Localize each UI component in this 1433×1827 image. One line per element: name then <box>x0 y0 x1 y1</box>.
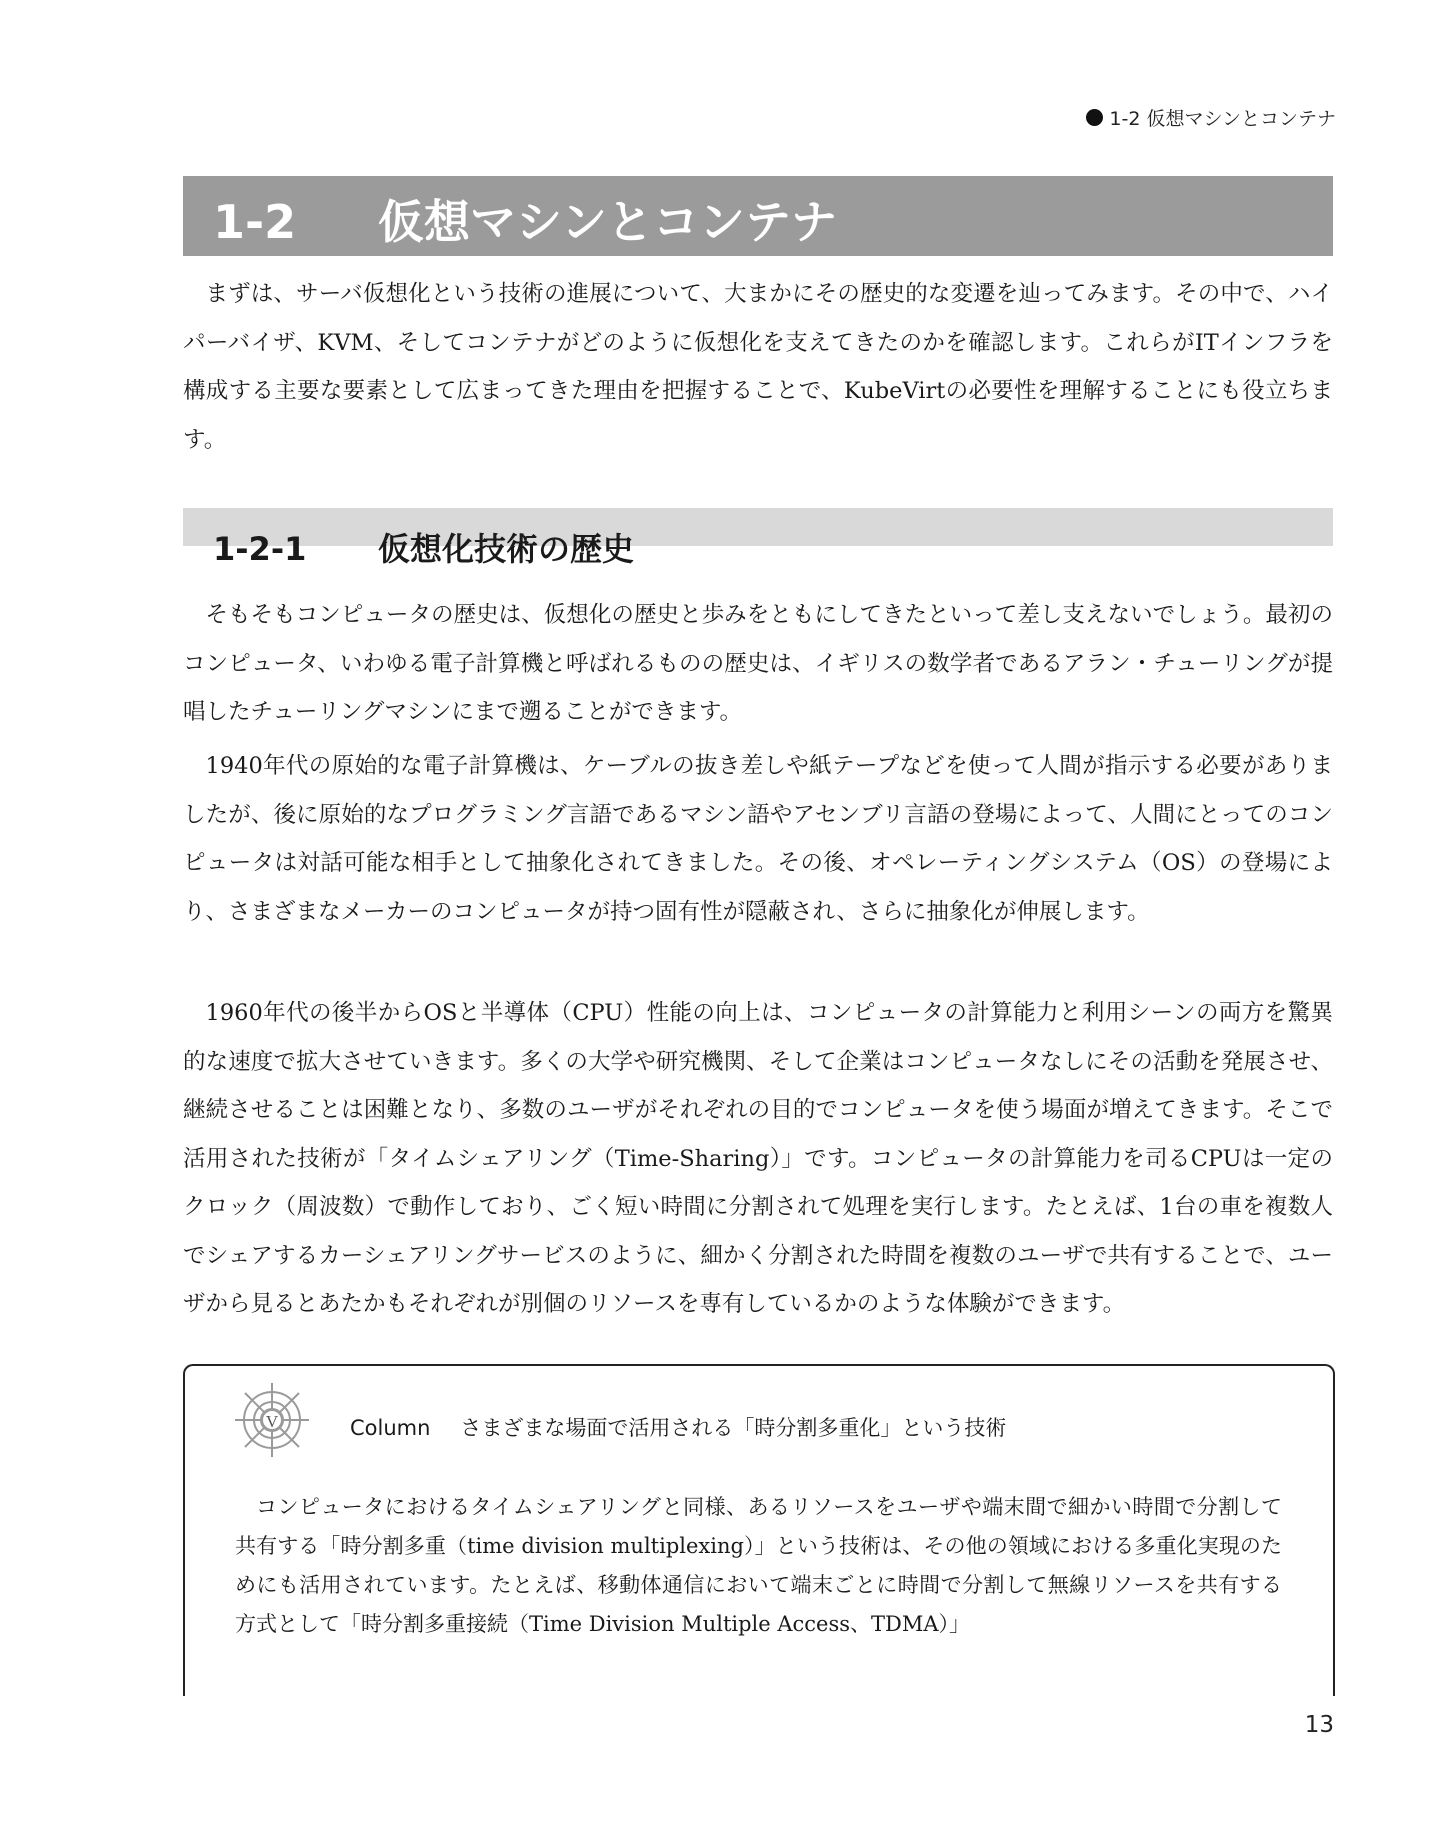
section-title: 仮想マシンとコンテナ <box>378 195 837 249</box>
subsection-heading <box>213 524 634 570</box>
running-header <box>1086 104 1336 131</box>
body-paragraph-1: そもそもコンピュータの歴史は、仮想化の歴史と歩みをともにしてきたといって差し支えないでしょう。最初のコンピュータ、いわゆる電子計算機と呼ばれるものの歴史は、イギリスの数学者であるアラン・チューリングが提唱したチューリングマシンにまで遡ることができます。 <box>183 602 1333 725</box>
body-paragraph-2: 1940年代の原始的な電子計算機は、ケーブルの抜き差しや紙テープなどを使って人間が指示する必要がありましたが、後に原始的なプログラミング言語であるマシン語やアセンブリ言語の登場によって、人間にとってのコンピュータは対話可能な相手として抽象化されてきました。その後、オペレーティングシステム（OS）の登場により、さまざまなメーカーのコンピュータが持つ固有性が隠蔽され、さらに抽象化が伸展します。 <box>183 753 1333 925</box>
column-icon-letter: V <box>265 1412 279 1431</box>
column-title <box>350 1412 1006 1442</box>
column-title-text: さまざまな場面で活用される「時分割多重化」という技術 <box>460 1416 1007 1440</box>
running-header-title: 1-2 仮想マシンとコンテナ <box>1109 108 1336 130</box>
section-number: 1-2 <box>213 195 297 249</box>
compass-wheel-icon <box>233 1381 311 1459</box>
page-number: 13 <box>1304 1712 1334 1738</box>
column-label: Column <box>350 1416 431 1440</box>
intro-paragraph: まずは、サーバ仮想化という技術の進展について、大まかにその歴史的な変遷を辿ってみます。その中で、ハイパーバイザ、KVM、そしてコンテナがどのように仮想化を支えてきたのかを確認します。これらがITインフラを構成する主要な要素として広まってきた理由を把握することで、KubeVirtの必要性を理解することにも役立ちます。 <box>183 281 1333 453</box>
bullet-dot-icon <box>1086 109 1103 126</box>
subsection-title: 仮想化技術の歴史 <box>378 530 635 568</box>
column-body: コンピュータにおけるタイムシェアリングと同様、あるリソースをユーザや端末間で細かい時間で分割して共有する「時分割多重（time division multiplexing）」という技術は、その他の領域における多重化実現のためにも活用されています。たとえば、移動体通信において端末ごとに時間で分割して無線リソースを共有する方式として「時分割多重接続（Time Division Multiple Access、TDMA）」 <box>235 1495 1282 1636</box>
subsection-number: 1-2-1 <box>213 530 307 568</box>
body-paragraph-3: 1960年代の後半からOSと半導体（CPU）性能の向上は、コンピュータの計算能力と利用シーンの両方を驚異的な速度で拡大させていきます。多くの大学や研究機関、そして企業はコンピュータなしにその活動を発展させ、継続させることは困難となり、多数のユーザがそれぞれの目的でコンピュータを使う場面が増えてきます。そこで活用された技術が「タイムシェアリング（Time-Sharing）」です。コンピュータの計算能力を司るCPUは一定のクロック（周波数）で動作しており、ごく短い時間に分割されて処理を実行します。たとえば、1台の車を複数人でシェアするカーシェアリングサービスのように、細かく分割された時間を複数のユーザで共有することで、ユーザから見るとあたかもそれぞれが別個のリソースを専有しているかのような体験ができます。 <box>183 1000 1333 1317</box>
section-heading <box>213 186 837 252</box>
